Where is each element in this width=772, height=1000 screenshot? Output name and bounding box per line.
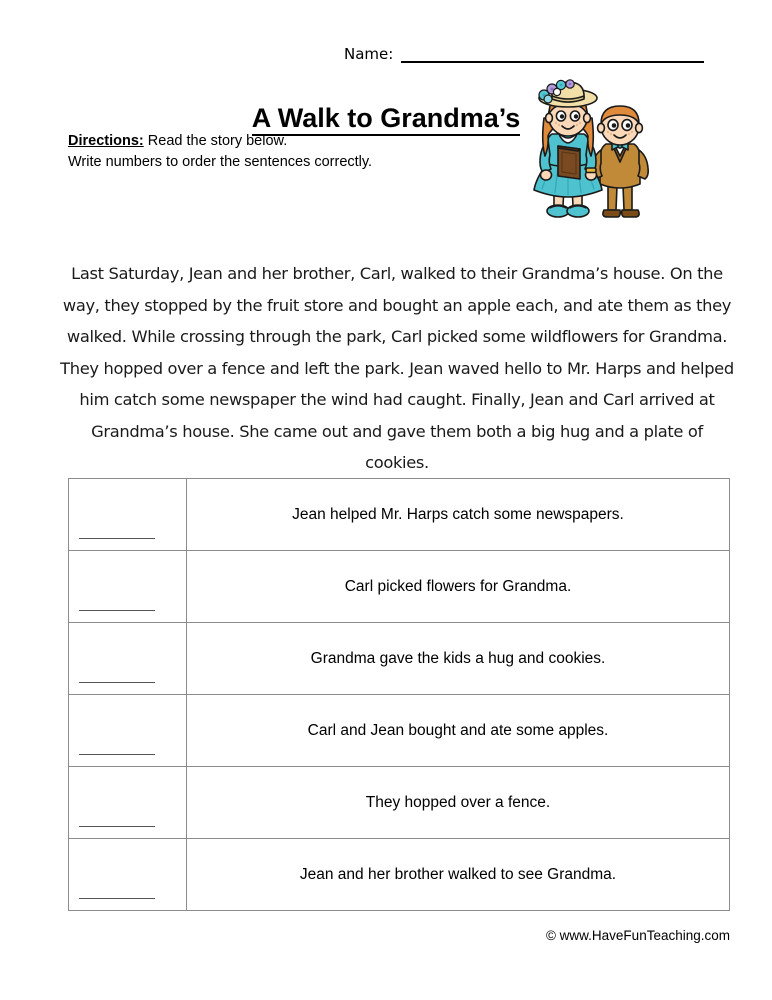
table-row — [69, 479, 730, 551]
story-paragraph: Last Saturday, Jean and her brother, Carl, walked to their Grandma’s house. On the way, they stopped by the fruit store and bought an apple each, and ate them as they walked. While crossing through the park, Carl picked some wildflowers for Grandma. They hopped over a fence and left the park. Jean waved hello to Mr. Harps and helped him catch some newspaper the wind had caught. Finally, Jean and Carl arrived at Grandma’s house. She came out and gave them both a big hug and a plate of cookies. — [60, 264, 734, 473]
table-row — [69, 551, 730, 623]
directions-line-2: Write numbers to order the sentences correctly. — [68, 154, 373, 170]
table-row — [69, 767, 730, 839]
page-title-text: A Walk to Grandma’s — [252, 103, 521, 136]
directions-label: Directions: — [68, 133, 144, 149]
sentence-cell: Jean helped Mr. Harps catch some newspapers. — [187, 479, 730, 551]
answer-cell[interactable] — [69, 479, 187, 551]
answer-cell[interactable] — [69, 623, 187, 695]
sentence-cell: Carl picked flowers for Grandma. — [187, 551, 730, 623]
answer-write-in-line[interactable] — [79, 898, 155, 899]
table-row — [69, 623, 730, 695]
table-row — [69, 839, 730, 911]
table-row — [69, 695, 730, 767]
answer-write-in-line[interactable] — [79, 538, 155, 539]
directions-line-1: Read the story below. — [147, 133, 288, 149]
answer-cell[interactable] — [69, 767, 187, 839]
name-field-row — [344, 46, 704, 63]
footer-copyright: © www.HaveFunTeaching.com — [545, 928, 730, 943]
answer-write-in-line[interactable] — [79, 610, 155, 611]
name-label: Name: — [344, 45, 394, 63]
clipart-svg — [524, 74, 660, 222]
answer-cell[interactable] — [69, 551, 187, 623]
answer-write-in-line[interactable] — [79, 826, 155, 827]
name-write-in-line[interactable] — [401, 46, 704, 63]
girl-and-boy-clipart — [524, 74, 660, 222]
answer-cell[interactable] — [69, 839, 187, 911]
sentence-order-table — [68, 478, 730, 911]
directions-block — [68, 131, 372, 173]
answer-cell[interactable] — [69, 695, 187, 767]
sentence-cell: Jean and her brother walked to see Grandma. — [187, 839, 730, 911]
sentence-cell: Grandma gave the kids a hug and cookies. — [187, 623, 730, 695]
sentence-cell: Carl and Jean bought and ate some apples. — [187, 695, 730, 767]
answer-write-in-line[interactable] — [79, 682, 155, 683]
sentence-cell: They hopped over a fence. — [187, 767, 730, 839]
answer-write-in-line[interactable] — [79, 754, 155, 755]
